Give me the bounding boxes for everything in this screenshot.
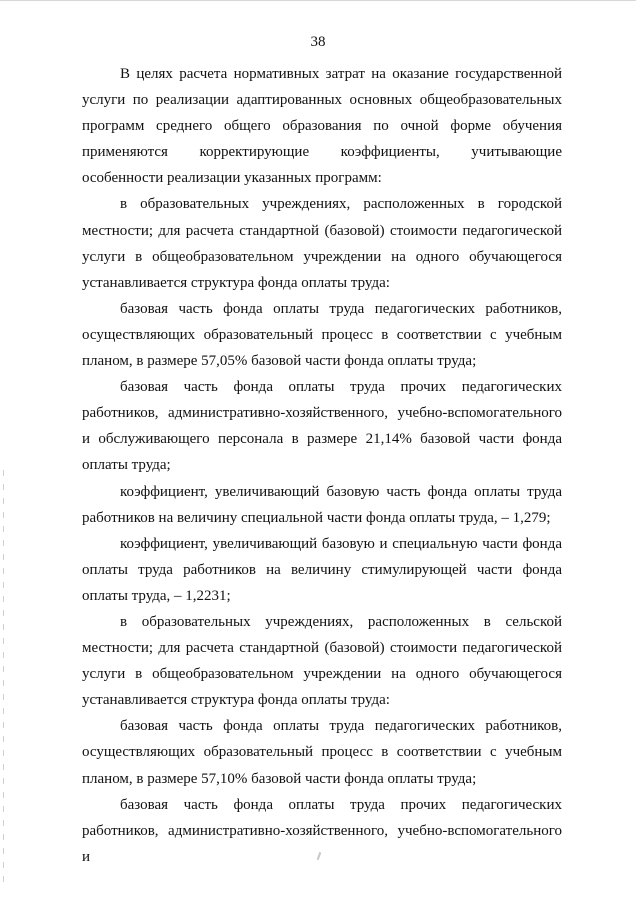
scan-edge-top (0, 0, 636, 1)
paragraph-rural-structure: в образовательных учреждениях, расположенных в сельской местности; для расчета стандартной (базовой) стоимости педагогической услуги в общеобразовательном учреждении на одного обучающегося устанавливается структура фонда оплаты труда: (82, 613, 562, 709)
paragraph-urban-other-staff-share: базовая часть фонда оплаты труда прочих педагогических работников, административно-хозяйственного, учебно-вспомогательного и обслуживающего персонала в размере 21,14% базовой части фонда оплаты труда; (82, 379, 562, 474)
page-number: 38 (310, 34, 326, 50)
paragraph-rural-teaching-staff-share: базовая часть фонда оплаты труда педагогических работников, осуществляющих образовательный процесс в соответствии с учебным планом, в размере 57,10% базовой части фонда оплаты труда; (82, 718, 562, 787)
paragraph-intro: В целях расчета нормативных затрат на оказание государственной услуги по реализации адаптированных основных общеобразовательных программ среднего общего образования по очной форме обучения применяются корректирующие коэффициенты, учитывающие особенности реализации указанных программ: (82, 66, 562, 187)
document-body (82, 61, 562, 870)
paragraph-incentive-part-coefficient: коэффициент, увеличивающий базовую и специальную части фонда оплаты труда работников на величину стимулирующей части фонда оплаты труда, – 1,2231; (82, 535, 562, 604)
paragraph-urban-structure: в образовательных учреждениях, расположенных в городской местности; для расчета стандартной (базовой) стоимости педагогической услуги в общеобразовательном учреждении на одного обучающегося устанавливается структура фонда оплаты труда: (82, 196, 562, 291)
paragraph-rural-other-staff-share: базовая часть фонда оплаты труда прочих педагогических работников, административно-хозяйственного, учебно-вспомогательного и (82, 796, 562, 865)
paragraph-special-part-coefficient: коэффициент, увеличивающий базовую часть фонда оплаты труда работников на величину специальной части фонда оплаты труда, – 1,279; (82, 483, 562, 526)
scan-edge-left (3, 470, 4, 890)
paragraph-urban-teaching-staff-share: базовая часть фонда оплаты труда педагогических работников, осуществляющих образовательный процесс в соответствии с учебным планом, в размере 57,05% базовой части фонда оплаты труда; (82, 300, 562, 370)
